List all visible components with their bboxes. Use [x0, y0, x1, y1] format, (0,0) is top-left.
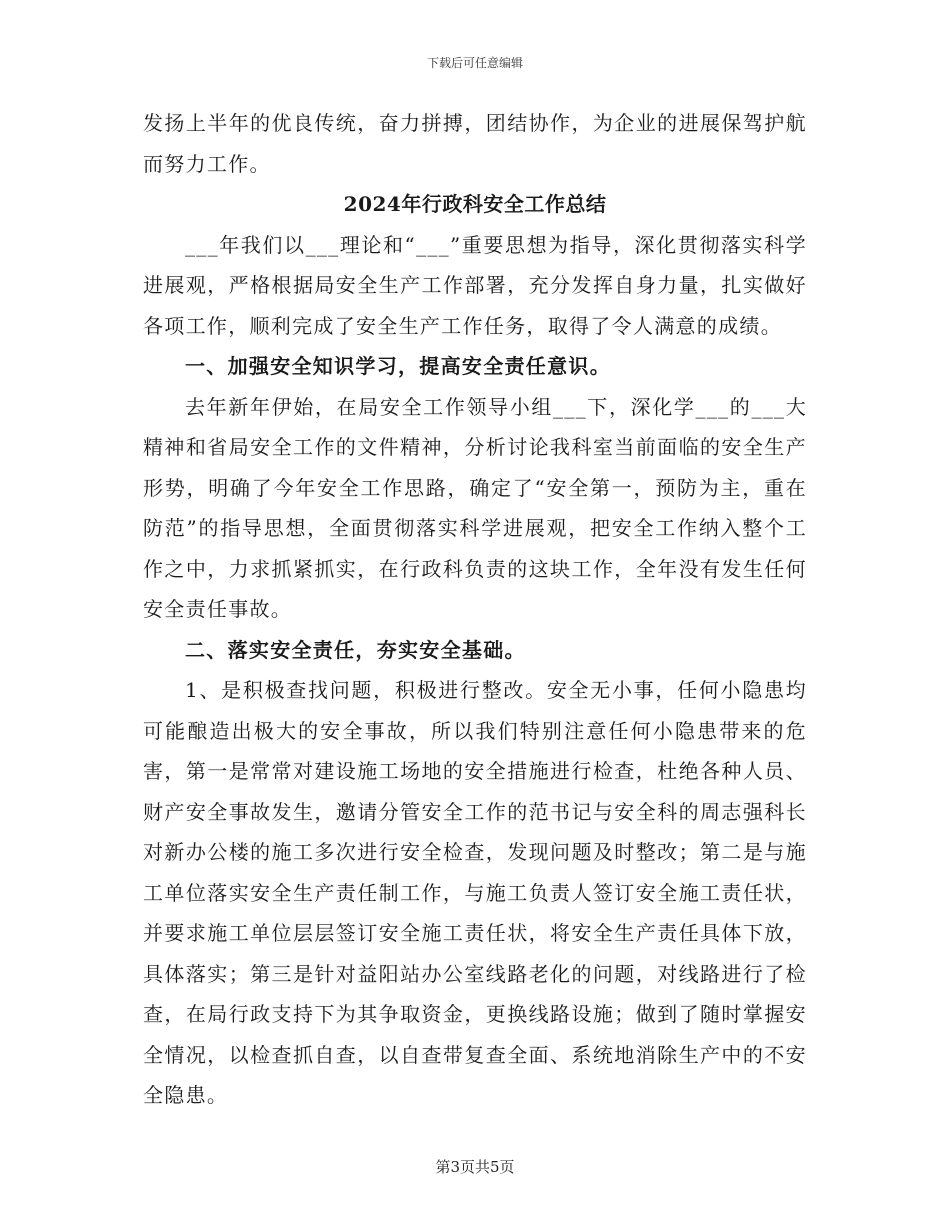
- opening-paragraph: ___年我们以___理论和“___”重要思想为指导，深化贯彻落实科学进展观，严格根据局安全生产工作部署，充分发挥自身力量，扎实做好各项工作，顺利完成了安全生产工作任务，取得了令人满意的成绩。: [143, 232, 807, 338]
- page-header-note: 下载后可任意编辑: [426, 56, 523, 70]
- section-2-heading: 二、落实安全责任，夯实安全基础。: [185, 637, 526, 662]
- document-body: [143, 103, 807, 1116]
- section-1-paragraph: 去年新年伊始，在局安全工作领导小组___下，深化学___的___大精神和省局安全工作的文件精神，分析讨论我科室当前面临的安全生产形势，明确了今年安全工作思路，确定了“安全第一，预防为主，重在防范”的指导思想，全面贯彻落实科学进展观，把安全工作纳入整个工作之中，力求抓紧抓实，在行政科负责的这块工作，全年没有发生任何安全责任事故。: [143, 394, 807, 621]
- intro-paragraph: 发扬上半年的优良传统，奋力拼搏，团结协作，为企业的进展保驾护航而努力工作。: [143, 111, 807, 176]
- document-title: 2024年行政科安全工作总结: [343, 192, 607, 216]
- page-number: 第3页共5页: [435, 1158, 515, 1176]
- section-1-heading: 一、加强安全知识学习，提高安全责任意识。: [185, 354, 611, 378]
- section-2-paragraph: 1、是积极查找问题，积极进行整改。安全无小事，任何小隐患均可能酿造出极大的安全事故，所以我们特别注意任何小隐患带来的危害，第一是常常对建设施工场地的安全措施进行检查，杜绝各种人员、财产安全事故发生，邀请分管安全工作的范书记与安全科的周志强科长对新办公楼的施工多次进行安全检查，发现问题及时整改；第二是与施工单位落实安全生产责任制工作，与施工负责人签订安全施工责任状，并要求施工单位层层签订安全施工责任状，将安全生产责任具体下放，具体落实；第三是针对益阳站办公室线路老化的问题，对线路进行了检查，在局行政支持下为其争取资金，更换线路设施；做到了随时掌握安全情况，以检查抓自查，以自查带复查全面、系统地消除生产中的不安全隐患。: [143, 678, 807, 1107]
